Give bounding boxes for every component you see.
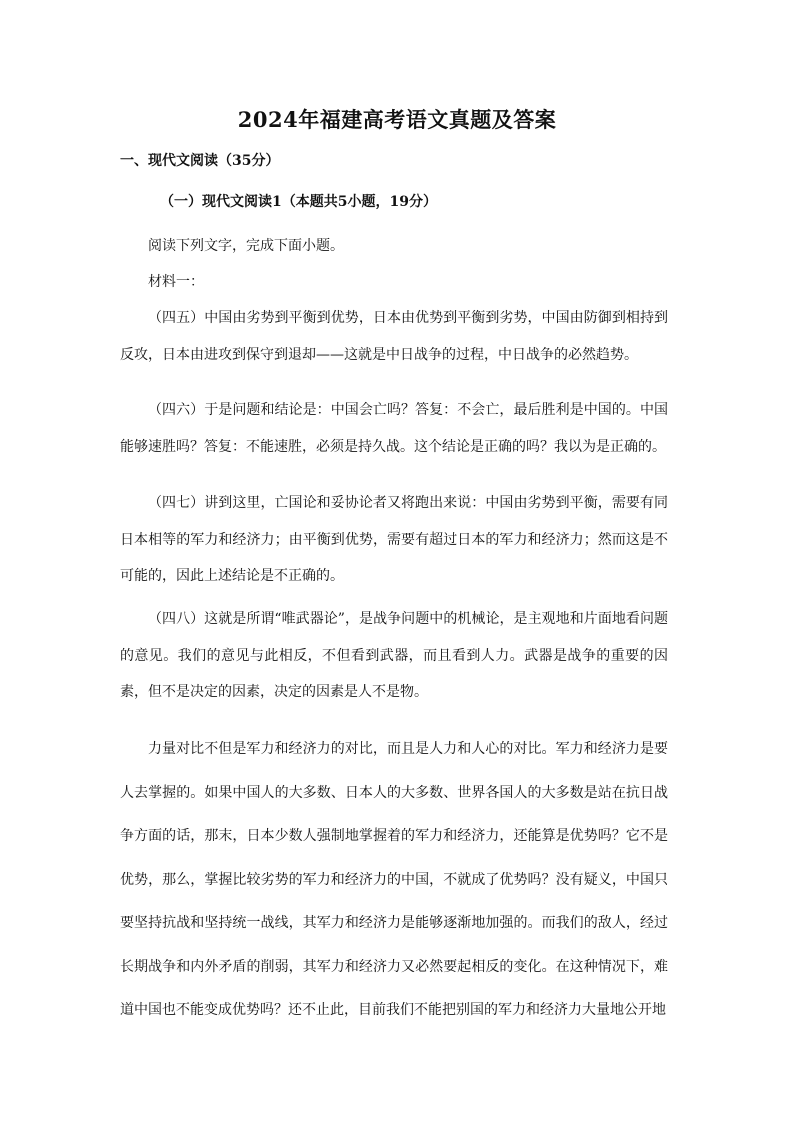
material-label: 材料一： bbox=[148, 274, 204, 290]
paragraph-46: （四六）于是问题和结论是：中国会亡吗？答复：不会亡，最后胜利是中国的。中国能够速胜吗？答复：不能速胜，必须是持久战。这个结论是正确的吗？我以为是正确的。 bbox=[120, 402, 668, 455]
reading-instruction: 阅读下列文字，完成下面小题。 bbox=[148, 238, 344, 254]
paragraph-47: （四七）讲到这里，亡国论和妥协论者又将跑出来说：中国由劣势到平衡，需要有同日本相等的军力和经济力；由平衡到优势，需要有超过日本的军力和经济力；然而这是不可能的，因此上述结论是不正确的。 bbox=[120, 495, 668, 585]
paragraph-force-comparison: 力量对比不但是军力和经济力的对比，而且是人力和人心的对比。军力和经济力是要人去掌握的。如果中国人的大多数、日本人的大多数、世界各国人的大多数是站在抗日战争方面的话，那末，日本少数人强制地掌握着的军力和经济力，还能算是优势吗？它不是优势，那么，掌握比较劣势的军力和经济力的中国，不就成了优势吗？没有疑义，中国只要坚持抗战和坚持统一战线，其军力和经济力是能够逐渐地加强的。而我们的敌人，经过长期战争和内外矛盾的削弱，其军力和经济力又必然要起相反的变化。在这种情况下，难道中国也不能变成优势吗？还不止此，目前我们不能把别国的军力和经济力大量地公开地 bbox=[120, 741, 668, 1018]
section-heading: 一、现代文阅读（35分） bbox=[120, 153, 280, 169]
paragraph-48: （四八）这就是所谓“唯武器论”，是战争问题中的机械论，是主观地和片面地看问题的意见。我们的意见与此相反，不但看到武器，而且看到人力。武器是战争的重要的因素，但不是决定的因素，决定的因素是人不是物。 bbox=[120, 611, 668, 701]
paragraph-45: （四五）中国由劣势到平衡到优势，日本由优势到平衡到劣势，中国由防御到相持到反攻，日本由进攻到保守到退却——这就是中日战争的过程，中日战争的必然趋势。 bbox=[120, 310, 668, 363]
sub-section-heading: （一）现代文阅读1（本题共5小题，19分） bbox=[160, 194, 437, 210]
document-title: 2024年福建高考语文真题及答案 bbox=[237, 107, 557, 132]
